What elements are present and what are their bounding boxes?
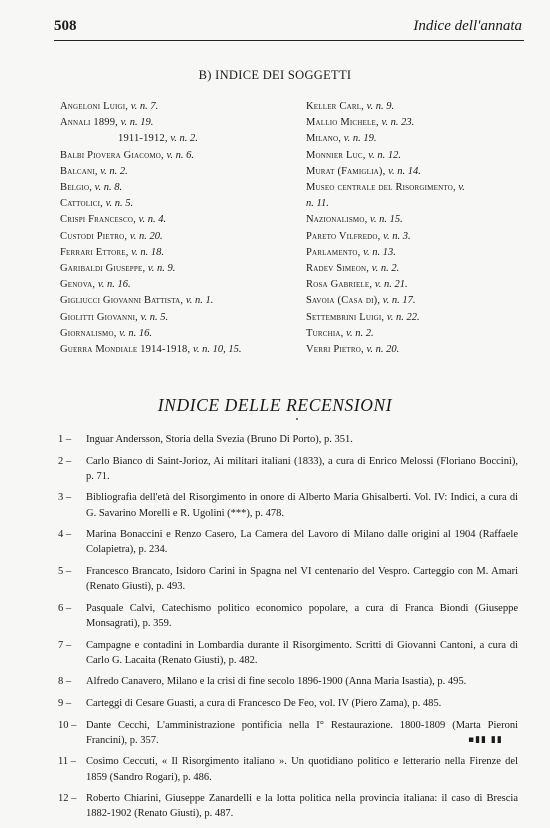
subject-entry <box>60 342 300 358</box>
subject-ref: v. n. 2. <box>167 133 198 145</box>
printer-marks: ▪▮▮ ▮▮ <box>468 735 503 745</box>
subject-entry <box>306 310 538 326</box>
subject-name: Garibaldi Giuseppe, <box>60 263 146 275</box>
subject-ref: v. n. 16. <box>95 279 131 291</box>
subject-name: Annali 1899, <box>60 117 119 129</box>
review-entry <box>58 791 518 821</box>
review-text: Inguar Andersson, Storia della Svezia (Bruno Di Porto), p. 351. <box>86 434 353 445</box>
subject-ref: v. n. 22. <box>384 311 420 323</box>
subject-entry <box>306 131 538 147</box>
subject-ref: v. n. 23. <box>378 117 415 129</box>
subject-ref: v. n. 16. <box>116 327 152 339</box>
running-title: Indice dell'annata <box>413 18 522 34</box>
subject-name: Ferrari Ettore, <box>60 246 129 258</box>
subject-name: Murat (Famiglia), <box>306 165 386 177</box>
review-entry <box>58 432 518 447</box>
reviews-list <box>58 432 518 828</box>
page-number: 508 <box>54 18 77 34</box>
subject-name: Nazionalismo, <box>306 214 368 226</box>
subject-name: Balcani, <box>60 165 98 177</box>
subject-entry <box>60 99 300 115</box>
subject-ref: v. n. 5. <box>103 198 134 210</box>
review-text: Campagne e contadini in Lombardia durante il Risorgimento. Scritti di Giovanni Cantoni, a cura di Carlo G. Lacaita (Renato Giusti), p. 482. <box>86 639 518 666</box>
subject-entry <box>306 293 538 309</box>
subject-ref: v. <box>455 182 465 194</box>
subject-name: Custodi Pietro, <box>60 230 128 242</box>
review-number: 11 – <box>58 756 76 768</box>
subject-ref: v. n. 1. <box>183 295 214 307</box>
subject-name: Belgio, <box>60 182 93 194</box>
subject-entry <box>60 277 300 293</box>
subject-ref: v. n. 14. <box>385 165 421 177</box>
subject-entry <box>60 115 300 131</box>
review-number: 10 – <box>58 719 77 731</box>
reviews-title: INDICE DELLE RECENSIONI <box>157 395 393 415</box>
subject-entry <box>306 245 538 261</box>
subject-ref: v. n. 9. <box>364 101 395 112</box>
subject-name: Parlamento, <box>306 246 361 258</box>
review-text: Bibliografia dell'età del Risorgimento in onore di Alberto Maria Ghisalberti. Vol. IV: Indici, a cura di G. Savarino Morelli e R. Ugolini (***), p. 478. <box>86 492 518 519</box>
subjects-heading: B) INDICE DEI SOGGETTI <box>198 68 352 82</box>
subject-name: Mallio Michele, <box>306 117 379 129</box>
subject-name: Monnier Luc, <box>306 149 366 161</box>
review-number: 3 – <box>58 492 72 504</box>
subject-name: Giornalismo, <box>60 327 117 339</box>
subject-entry <box>306 326 538 342</box>
subject-name: Pareto Vilfredo, <box>306 230 381 242</box>
subject-entry <box>306 342 538 358</box>
subject-entry <box>60 293 300 309</box>
subject-name: Angeloni Luigi, <box>60 101 129 112</box>
subject-name: Rosa Gabriele, <box>306 279 373 291</box>
subject-name: Verri Pietro, <box>306 344 364 356</box>
subject-entry <box>60 131 300 147</box>
review-number: 9 – <box>58 697 72 709</box>
review-text: Dante Cecchi, L'amministrazione pontificia nella I° Restaurazione. 1800-1809 (Marta Pieroni Francini), p. 357. <box>86 719 518 746</box>
review-entry <box>58 601 518 631</box>
review-number: 6 – <box>58 602 72 614</box>
review-entry <box>58 696 518 711</box>
subject-ref: v. n. 19. <box>341 133 377 145</box>
subject-entry <box>306 99 538 115</box>
subject-name: Turchia, <box>306 327 344 339</box>
subject-ref: v. n. 20. <box>363 344 400 356</box>
subject-entry <box>306 164 538 180</box>
subject-entry <box>60 326 300 342</box>
subject-name: Crispi Francesco, <box>60 214 136 226</box>
subject-ref: v. n. 21. <box>372 279 408 291</box>
review-number: 1 – <box>58 434 72 445</box>
review-number: 8 – <box>58 676 72 688</box>
review-number: 4 – <box>58 529 72 541</box>
subject-ref: v. n. 2. <box>343 327 374 339</box>
review-entry <box>58 454 518 484</box>
review-entry <box>58 718 518 748</box>
subject-ref: v. n. 2. <box>369 263 400 275</box>
subject-entry <box>60 164 300 180</box>
review-text: Alfredo Canavero, Milano e la crisi di fine secolo 1896-1900 (Anna Maria Isastia), p. 495. <box>86 676 467 688</box>
subject-entry <box>60 196 300 212</box>
subject-name: Settembrini Luigi, <box>306 311 385 323</box>
review-entry <box>58 527 518 557</box>
subject-entry <box>306 115 538 131</box>
subject-entry <box>60 229 300 245</box>
review-entry <box>58 564 518 594</box>
subject-entry <box>60 212 300 228</box>
subject-name: Cattolici, <box>60 198 103 210</box>
subject-name: 1911-1912, <box>118 133 168 145</box>
review-text: Francesco Brancato, Isidoro Carini in Spagna nel VI centenario del Vespro. Carteggio con M. Amari (Renato Giusti), p. 493. <box>86 565 518 593</box>
subject-ref: v. n. 19. <box>118 117 154 129</box>
subject-entry <box>60 148 300 164</box>
review-number: 12 – <box>58 793 77 805</box>
subject-name: Guerra Mondiale 1914-1918, <box>60 344 191 356</box>
subject-name: Museo centrale del Risorgimento, <box>306 182 456 194</box>
subject-entry <box>60 310 300 326</box>
review-text: Roberto Chiarini, Giuseppe Zanardelli e la lotta politica nella provincia italiana: il caso di Brescia 1882-1902 (Renato Giusti), p. 487. <box>86 793 518 820</box>
review-text: Pasquale Calvi, Catechismo politico economico popolare, a cura di Franca Biondi (Giuseppe Monsagrati), p. 359. <box>86 602 518 629</box>
subject-name: Giolitti Giovanni, <box>60 311 138 323</box>
review-text: Marina Bonaccini e Renzo Casero, La Camera del Lavoro di Milano dalle origini al 1904 (Raffaele Colapietra), p. 234. <box>86 529 518 556</box>
subject-entry <box>306 277 538 293</box>
review-entry <box>58 674 518 689</box>
subject-entry <box>60 261 300 277</box>
review-text: Carteggi di Cesare Guasti, a cura di Francesco De Feo, vol. IV (Piero Zama), p. 485. <box>86 697 442 709</box>
subject-ref: v. n. 20. <box>127 230 163 242</box>
subject-entry <box>60 180 300 196</box>
subject-name: Keller Carl, <box>306 101 365 112</box>
subjects-right-column <box>306 99 538 358</box>
review-text: Cosimo Ceccuti, « Il Risorgimento italiano ». Un quotidiano politico e letterario nella Firenze del 1859 (Sandro Rogari), p. 486. <box>86 756 518 783</box>
subject-ref: v. n. 6. <box>163 149 195 161</box>
subject-ref: v. n. 8. <box>92 182 123 194</box>
subjects-left-column <box>60 99 300 358</box>
subject-ref: n. 11. <box>306 198 329 210</box>
subject-ref: v. n. 3. <box>380 230 411 242</box>
subject-ref: v. n. 18. <box>128 246 164 258</box>
ornament-dot <box>296 418 298 420</box>
subject-entry <box>306 148 538 164</box>
subject-ref: v. n. 13. <box>360 246 396 258</box>
subject-name: Milano, <box>306 133 342 145</box>
subject-ref: v. n. 12. <box>365 149 401 161</box>
subject-ref: v. n. 2. <box>97 165 128 177</box>
subject-name: Savoia (Casa di), <box>306 295 381 307</box>
subject-name: Genova, <box>60 279 96 291</box>
subject-ref: v. n. 4. <box>135 214 167 226</box>
review-entry <box>58 490 518 520</box>
review-number: 7 – <box>58 639 72 651</box>
subject-entry <box>306 229 538 245</box>
subject-name: Gigliucci Giovanni Battista, <box>60 295 184 307</box>
subject-entry <box>306 212 538 228</box>
subject-ref: v. n. 10, 15. <box>190 344 242 356</box>
subject-ref: v. n. 17. <box>380 295 416 307</box>
subject-ref: v. n. 15. <box>367 214 403 226</box>
review-number: 2 – <box>58 455 72 467</box>
subject-entry <box>306 180 538 196</box>
subject-ref: v. n. 5. <box>137 311 169 323</box>
subject-entry <box>306 261 538 277</box>
review-entry <box>58 638 518 668</box>
review-number: 5 – <box>58 565 72 577</box>
subject-name: Radev Simeon, <box>306 263 370 275</box>
subject-name: Balbi Piovera Giacomo, <box>60 149 164 161</box>
subject-ref: v. n. 9. <box>145 263 176 275</box>
subject-entry <box>60 245 300 261</box>
review-entry <box>58 754 518 784</box>
review-text: Carlo Bianco di Saint-Jorioz, Ai militari italiani (1833), a cura di Enrico Melossi (Floriano Boccini), p. 71. <box>86 455 518 482</box>
page-header <box>54 18 524 41</box>
subject-ref: v. n. 7. <box>128 101 159 112</box>
subject-entry <box>306 196 538 212</box>
